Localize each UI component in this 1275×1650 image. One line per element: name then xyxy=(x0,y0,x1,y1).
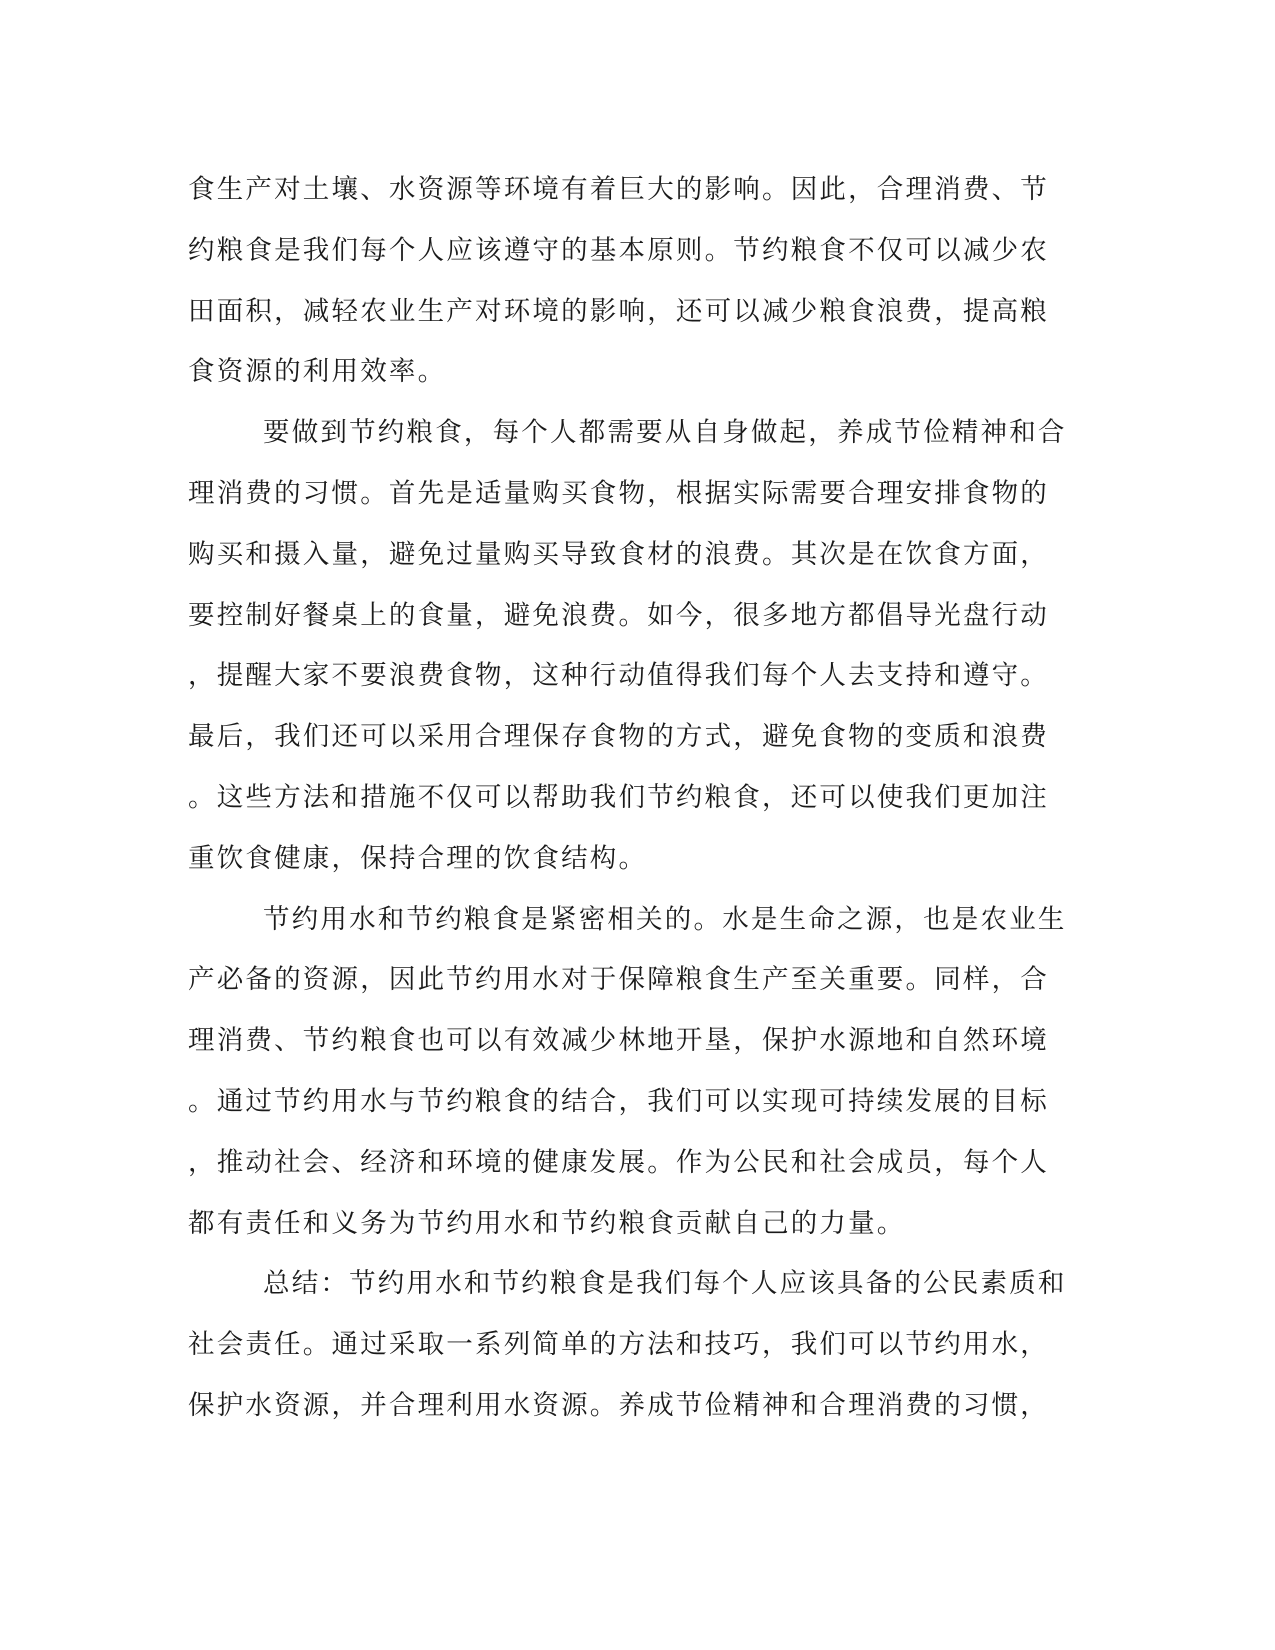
text-line: 节约用水和节约粮食是紧密相关的。水是生命之源，也是农业生 xyxy=(263,903,1067,935)
paragraph-3 xyxy=(188,890,1068,1255)
text-line: ，推动社会、经济和环境的健康发展。作为公民和社会成员，每个人 xyxy=(188,1146,1049,1178)
text-line: ，提醒大家不要浪费食物，这种行动值得我们每个人去支持和遵守。 xyxy=(188,660,1049,692)
text-line: 都有责任和义务为节约用水和节约粮食贡献自己的力量。 xyxy=(188,1207,906,1239)
text-line: 重饮食健康，保持合理的饮食结构。 xyxy=(188,842,648,874)
text-line: 食生产对土壤、水资源等环境有着巨大的影响。因此，合理消费、节 xyxy=(188,174,1049,205)
text-line: 保护水资源，并合理利用水资源。养成节俭精神和合理消费的习惯， xyxy=(188,1389,1049,1421)
text-line: 理消费的习惯。首先是适量购买食物，根据实际需要合理安排食物的 xyxy=(188,477,1049,509)
text-line: 产必备的资源，因此节约用水对于保障粮食生产至关重要。同样，合 xyxy=(188,964,1049,996)
text-line: 要控制好餐桌上的食量，避免浪费。如今，很多地方都倡导光盘行动 xyxy=(188,599,1049,631)
paragraph-4 xyxy=(188,1254,1068,1436)
text-line: 要做到节约粮食，每个人都需要从自身做起，养成节俭精神和合 xyxy=(263,417,1067,449)
text-line: 约粮食是我们每个人应该遵守的基本原则。节约粮食不仅可以减少农 xyxy=(188,234,1049,266)
text-line: 社会责任。通过采取一系列简单的方法和技巧，我们可以节约用水， xyxy=(188,1329,1049,1361)
text-line: 。这些方法和措施不仅可以帮助我们节约粮食，还可以使我们更加注 xyxy=(188,781,1049,813)
text-line: 购买和摄入量，避免过量购买导致食材的浪费。其次是在饮食方面， xyxy=(188,538,1049,570)
text-line: 最后，我们还可以采用合理保存食物的方式，避免食物的变质和浪费 xyxy=(188,721,1049,753)
paragraph-1 xyxy=(188,160,1068,403)
body-text xyxy=(188,160,1068,1437)
text-line: 理消费、节约粮食也可以有效减少林地开垦，保护水源地和自然环境 xyxy=(188,1025,1049,1057)
text-line: 食资源的利用效率。 xyxy=(188,356,447,388)
text-line: 。通过节约用水与节约粮食的结合，我们可以实现可持续发展的目标 xyxy=(188,1085,1049,1117)
paragraph-2 xyxy=(188,403,1068,889)
text-line: 总结：节约用水和节约粮食是我们每个人应该具备的公民素质和 xyxy=(263,1268,1067,1300)
text-line: 田面积，减轻农业生产对环境的影响，还可以减少粮食浪费，提高粮 xyxy=(188,295,1049,327)
